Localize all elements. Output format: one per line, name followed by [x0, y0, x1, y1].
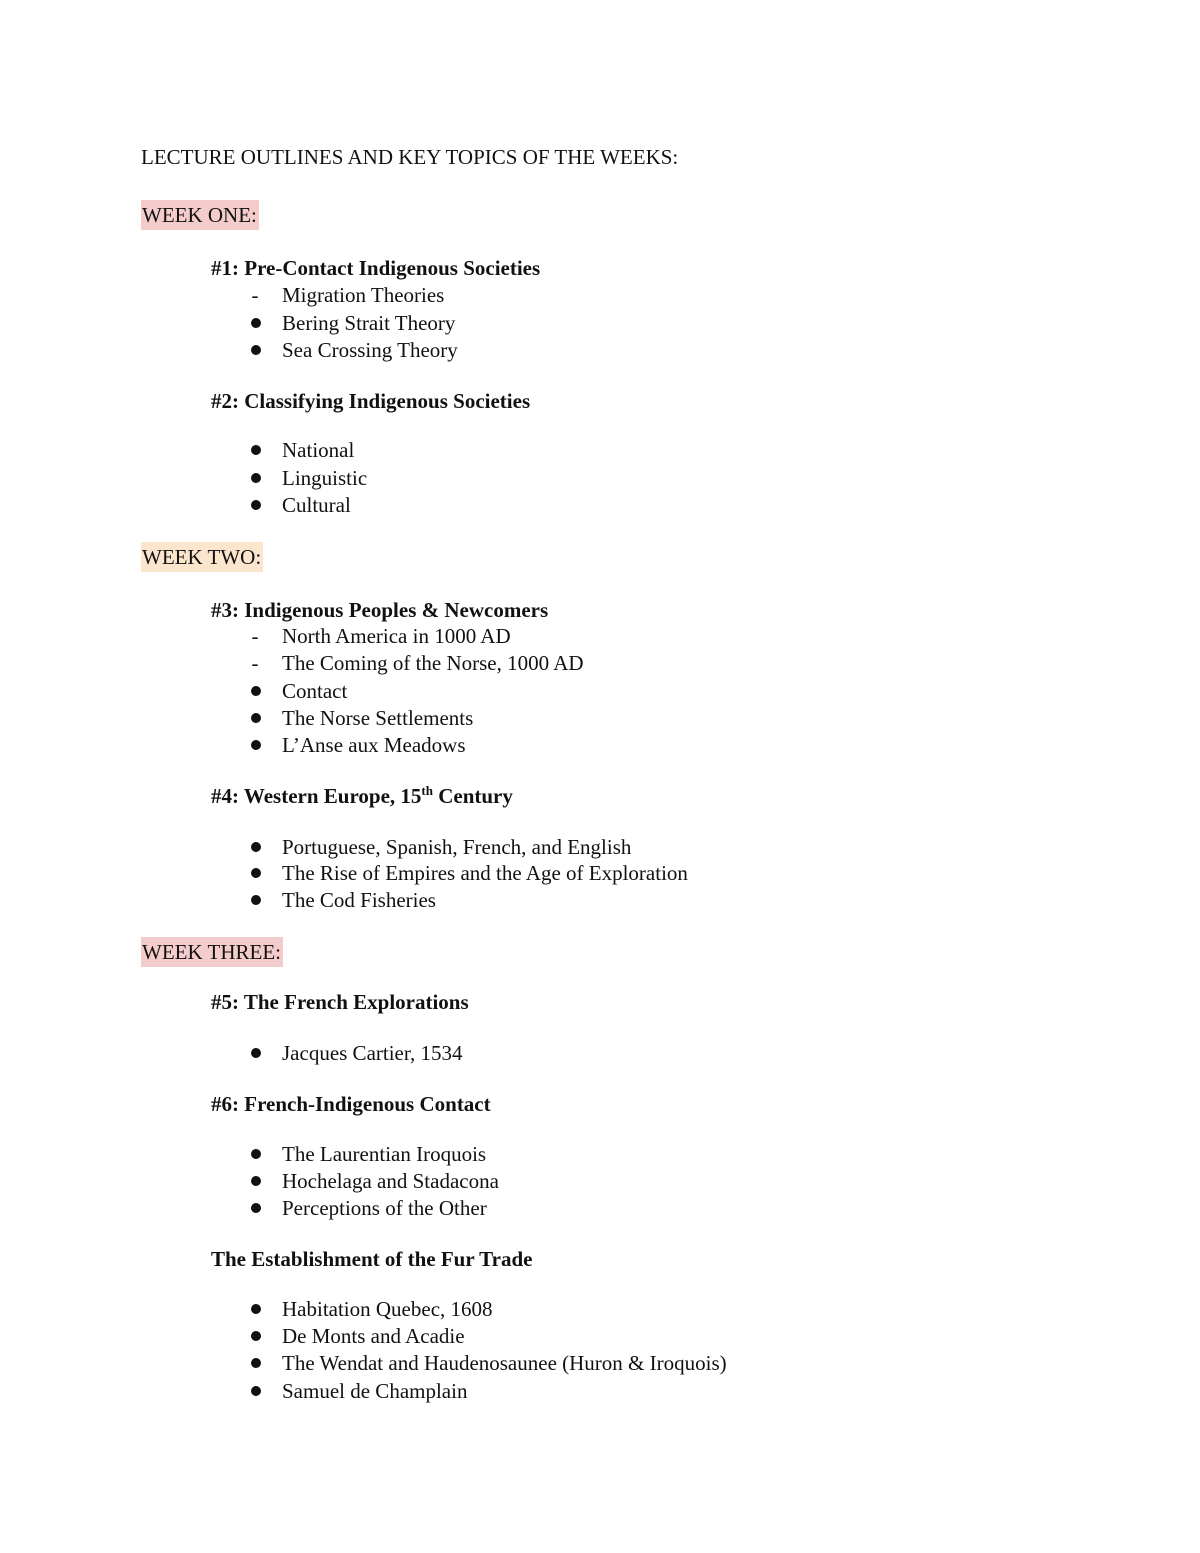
- bullet-icon: [251, 686, 261, 696]
- topic-4-title: [211, 783, 513, 809]
- bullet-icon: [251, 473, 261, 483]
- bullet-icon: [251, 345, 261, 355]
- list-item: Samuel de Champlain: [282, 1379, 468, 1403]
- dash-marker: -: [251, 624, 259, 648]
- list-item: Hochelaga and Stadacona: [282, 1169, 499, 1193]
- dash-marker: -: [251, 283, 259, 307]
- list-item: The Coming of the Norse, 1000 AD: [282, 651, 584, 675]
- list-item: De Monts and Acadie: [282, 1324, 465, 1348]
- bullet-icon: [251, 1304, 261, 1314]
- list-item: Jacques Cartier, 1534: [282, 1041, 463, 1065]
- list-item: The Rise of Empires and the Age of Exploration: [282, 861, 688, 885]
- bullet-icon: [251, 445, 261, 455]
- list-item: National: [282, 438, 355, 462]
- topic-3-title: #3: Indigenous Peoples & Newcomers: [211, 598, 549, 622]
- bullet-icon: [251, 1358, 261, 1368]
- list-item: L’Anse aux Meadows: [282, 733, 466, 757]
- list-item: Migration Theories: [282, 283, 445, 307]
- topic-2-title: #2: Classifying Indigenous Societies: [211, 389, 531, 413]
- list-item: Perceptions of the Other: [282, 1196, 487, 1220]
- list-item: Habitation Quebec, 1608: [282, 1297, 493, 1321]
- bullet-icon: [251, 895, 261, 905]
- bullet-icon: [251, 1203, 261, 1213]
- page-title: LECTURE OUTLINES AND KEY TOPICS OF THE WEEKS:: [141, 145, 679, 169]
- bullet-icon: [251, 318, 261, 328]
- list-item: The Wendat and Haudenosaunee (Huron & Iroquois): [282, 1351, 727, 1375]
- list-item: Linguistic: [282, 466, 368, 490]
- dash-marker: -: [251, 651, 259, 675]
- bullet-icon: [251, 1331, 261, 1341]
- week-two-heading: WEEK TWO:: [141, 542, 263, 572]
- bullet-icon: [251, 1048, 261, 1058]
- list-item: North America in 1000 AD: [282, 624, 511, 648]
- week-three-heading: WEEK THREE:: [141, 937, 283, 967]
- topic-4-title-suffix: Century: [432, 784, 513, 808]
- bullet-icon: [251, 868, 261, 878]
- bullet-icon: [251, 1386, 261, 1396]
- list-item: The Norse Settlements: [282, 706, 474, 730]
- topic-6-title: #6: French-Indigenous Contact: [211, 1092, 491, 1116]
- topic-7-title: The Establishment of the Fur Trade: [211, 1247, 533, 1271]
- topic-1-title: #1: Pre-Contact Indigenous Societies: [211, 256, 541, 280]
- list-item: Bering Strait Theory: [282, 311, 456, 335]
- list-item: The Cod Fisheries: [282, 888, 436, 912]
- list-item: Sea Crossing Theory: [282, 338, 458, 362]
- bullet-icon: [251, 1149, 261, 1159]
- list-item: Contact: [282, 679, 348, 703]
- bullet-icon: [251, 1176, 261, 1186]
- bullet-icon: [251, 713, 261, 723]
- topic-4-title-superscript: th: [421, 783, 433, 798]
- bullet-icon: [251, 500, 261, 510]
- bullet-icon: [251, 740, 261, 750]
- bullet-icon: [251, 842, 261, 852]
- topic-4-title-text: #4: Western Europe, 15: [211, 784, 422, 808]
- week-one-heading: WEEK ONE:: [141, 200, 259, 230]
- list-item: Portuguese, Spanish, French, and English: [282, 835, 632, 859]
- list-item: Cultural: [282, 493, 351, 517]
- list-item: The Laurentian Iroquois: [282, 1142, 487, 1166]
- topic-5-title: #5: The French Explorations: [211, 990, 469, 1014]
